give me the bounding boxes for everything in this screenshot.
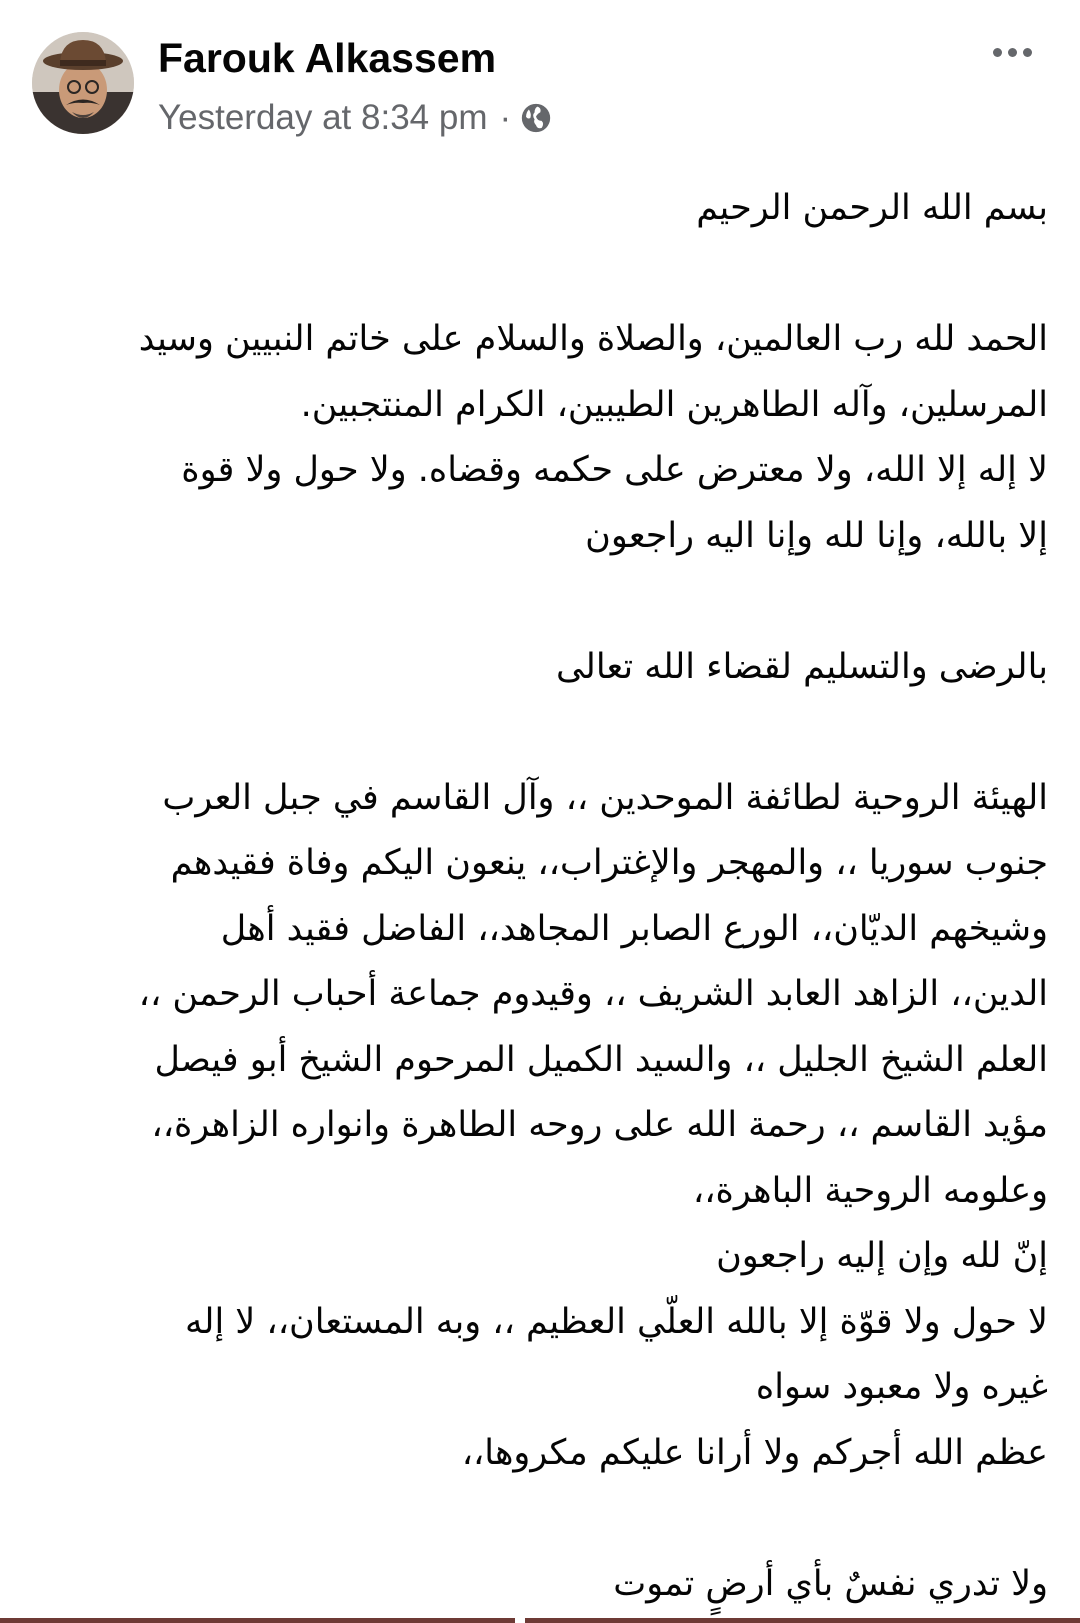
text-line: بالرضى والتسليم لقضاء الله تعالى — [556, 646, 1048, 687]
post-meta — [158, 95, 553, 141]
text-line: بسم الله الرحمن الرحيم — [696, 188, 1048, 228]
text-line: الدين،، الزاهد العابد الشريف ،، وقيدوم جماعة أحباب الرحمن ،، — [138, 974, 1048, 1014]
text-line: ولا تدري نفسٌ بأي أرضٍ تموت — [613, 1563, 1048, 1604]
divider-gap — [515, 1618, 525, 1623]
text-line: لا حول ولا قوّة إلا بالله العلّي العظيم ،، وبه المستعان،، لا إله — [185, 1301, 1048, 1342]
text-line: الهيئة الروحية لطائفة الموحدين ،، وآل القاسم في جبل العرب — [162, 777, 1048, 818]
blank-line — [32, 1486, 1048, 1552]
more-horizontal-icon — [1008, 48, 1017, 57]
blank-line — [32, 569, 1048, 635]
text-line: مؤيد القاسم ،، رحمة الله على روحه الطاهرة وانواره الزاهرة،، — [151, 1105, 1048, 1145]
blank-line — [32, 242, 1048, 308]
text-line: إلا بالله، وإنا لله وإنا اليه راجعون — [585, 515, 1048, 556]
divider-segment — [525, 1618, 1080, 1623]
meta-separator: · — [499, 98, 512, 137]
text-line: إنّ لله وإن إليه راجعون — [716, 1236, 1048, 1276]
bottom-divider — [0, 1618, 1080, 1623]
post-header — [0, 0, 1080, 160]
text-line: المرسلين، وآله الطاهرين الطيبين، الكرام المنتجبين. — [300, 384, 1048, 425]
more-options-button[interactable] — [982, 30, 1042, 74]
text-line: الحمد لله رب العالمين، والصلاة والسلام على خاتم النبيين وسيد — [138, 319, 1048, 359]
text-line: لا إله إلا الله، ولا معترض على حكمه وقضاه. ولا حول ولا قوة — [181, 450, 1048, 490]
more-horizontal-icon — [993, 48, 1002, 57]
text-line: وشيخهم الديّان،، الورع الصابر المجاهد،، الفاضل فقيد أهل — [220, 908, 1048, 949]
divider-segment — [0, 1618, 515, 1623]
globe-icon[interactable] — [519, 101, 553, 135]
post-text — [32, 176, 1048, 1617]
text-line: جنوب سوريا ،، والمهجر والإغتراب،، ينعون اليكم وفاة فقيدهم — [170, 843, 1048, 883]
blank-line — [32, 700, 1048, 766]
avatar[interactable] — [32, 32, 134, 134]
text-line: العلم الشيخ الجليل ،، والسيد الكميل المرحوم الشيخ أبو فيصل — [154, 1039, 1048, 1080]
post-timestamp[interactable]: Yesterday at 8:34 pm — [158, 98, 488, 137]
profile-photo — [32, 32, 134, 134]
text-line: عظم الله أجركم ولا أرانا عليكم مكروها،، — [461, 1432, 1048, 1473]
author-name[interactable]: Farouk Alkassem — [158, 35, 497, 81]
text-line: وعلومه الروحية الباهرة،، — [692, 1170, 1048, 1211]
more-horizontal-icon — [1023, 48, 1032, 57]
text-line: غيره ولا معبود سواه — [755, 1367, 1048, 1407]
